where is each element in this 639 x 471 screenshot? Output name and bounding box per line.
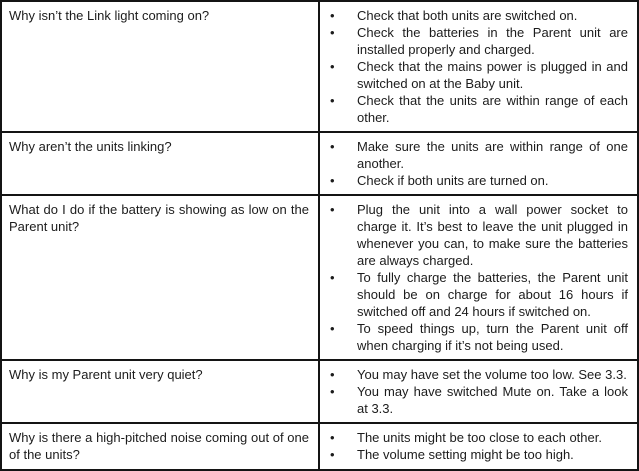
bullet-icon: • (330, 25, 335, 40)
question-cell: Why is my Parent unit very quiet? (2, 361, 320, 422)
question-cell: Why isn’t the Link light coming on? (2, 2, 320, 131)
table-row (2, 359, 637, 422)
answers-cell (320, 196, 637, 359)
answer-item (330, 383, 628, 417)
answer-item (330, 269, 628, 320)
bullet-icon: • (330, 59, 335, 74)
question-cell: What do I do if the battery is showing as low on the Parent unit? (2, 196, 320, 359)
answer-item (330, 7, 628, 24)
answer-text: Make sure the units are within range of one another. (357, 139, 628, 171)
table-row (2, 131, 637, 194)
answer-item (330, 24, 628, 58)
answers-cell (320, 361, 637, 422)
bullet-icon: • (330, 270, 335, 285)
answer-text: Check if both units are turned on. (357, 173, 549, 188)
answers-cell (320, 424, 637, 469)
answer-item (330, 92, 628, 126)
answer-text: You may have set the volume too low. See 3.3. (357, 367, 627, 382)
answer-item (330, 201, 628, 269)
question-cell: Why is there a high-pitched noise coming out of one of the units? (2, 424, 320, 469)
answer-item (330, 429, 628, 446)
table-row (2, 194, 637, 359)
bullet-icon: • (330, 367, 335, 382)
answer-item (330, 138, 628, 172)
bullet-icon: • (330, 202, 335, 217)
bullet-icon: • (330, 139, 335, 154)
answer-text: Plug the unit into a wall power socket to charge it. It’s best to leave the unit plugged in whenever you can, to make sure the batteries are always charged. (357, 202, 628, 268)
answer-item (330, 366, 628, 383)
question-cell: Why aren’t the units linking? (2, 133, 320, 194)
answer-text: The volume setting might be too high. (357, 447, 574, 462)
answers-cell (320, 133, 637, 194)
bullet-icon: • (330, 430, 335, 445)
table-row (2, 2, 637, 131)
answer-text: You may have switched Mute on. Take a look at 3.3. (357, 384, 628, 416)
bullet-icon: • (330, 173, 335, 188)
bullet-icon: • (330, 8, 335, 23)
answer-text: To fully charge the batteries, the Parent unit should be on charge for about 16 hours if switched off and 24 hours if switched on. (357, 270, 628, 319)
answer-text: Check the batteries in the Parent unit are installed properly and charged. (357, 25, 628, 57)
bullet-icon: • (330, 93, 335, 108)
bullet-icon: • (330, 447, 335, 462)
answer-text: To speed things up, turn the Parent unit off when charging if it’s not being used. (357, 321, 628, 353)
answers-cell (320, 2, 637, 131)
bullet-icon: • (330, 321, 335, 336)
table-row (2, 422, 637, 469)
answer-text: The units might be too close to each other. (357, 430, 602, 445)
bullet-icon: • (330, 384, 335, 399)
answer-item (330, 320, 628, 354)
answer-text: Check that both units are switched on. (357, 8, 578, 23)
answer-item (330, 58, 628, 92)
answer-item (330, 172, 628, 189)
answer-text: Check that the mains power is plugged in and switched on at the Baby unit. (357, 59, 628, 91)
answer-text: Check that the units are within range of each other. (357, 93, 628, 125)
